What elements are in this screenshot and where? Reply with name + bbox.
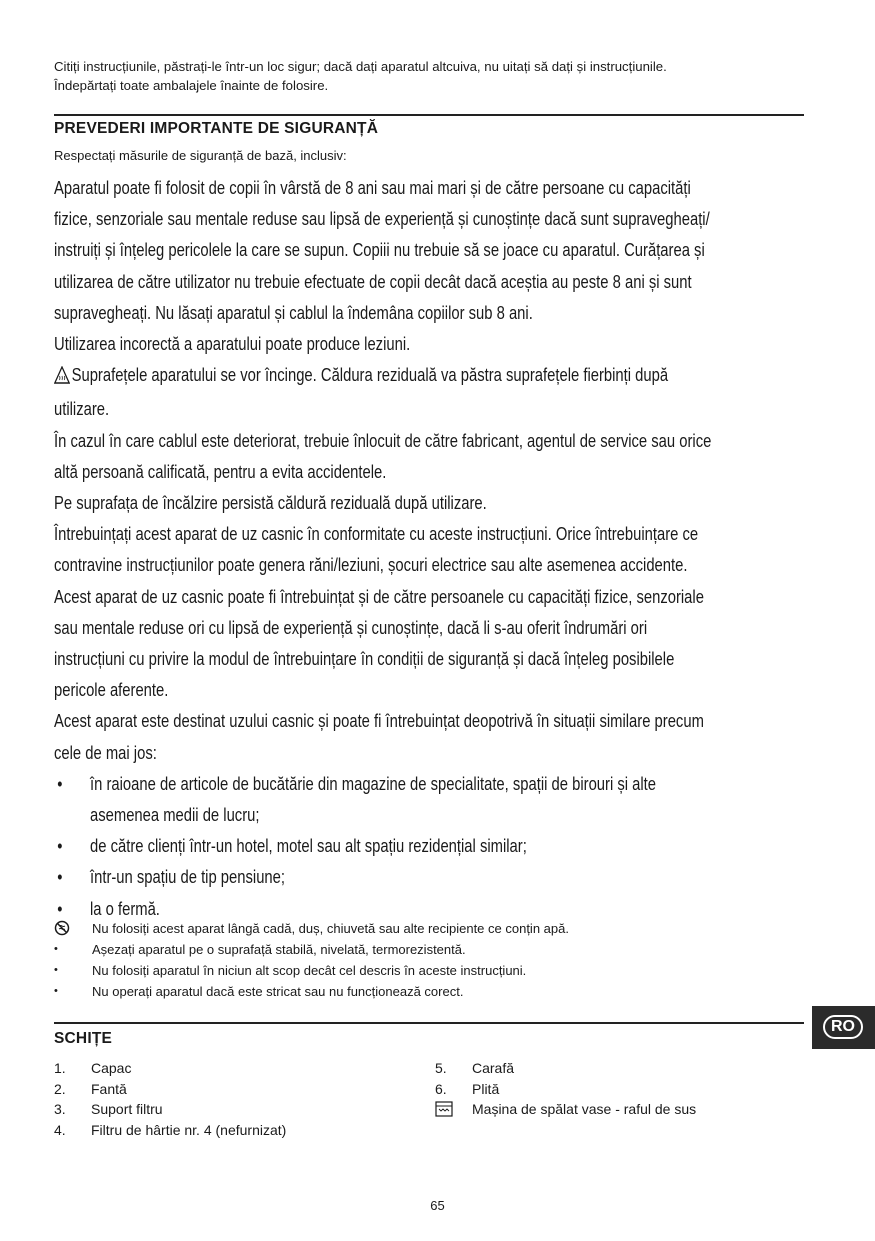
list-item-text: într-un spațiu de tip pensiune; — [90, 866, 285, 888]
bullet-mark: • — [54, 943, 58, 955]
body-line: În cazul în care cablul este deteriorat, trebuie înlocuit de către fabricant, agentul de service sau orice — [54, 429, 712, 451]
body-line: instrucțiuni cu privire la modul de întrebuințare în condiții de siguranță și dacă înțeleg posibilele — [54, 648, 675, 670]
body-line: pericole aferente. — [54, 679, 169, 701]
list-item — [435, 1099, 696, 1120]
body-line: Utilizarea incorectă a aparatului poate produce leziuni. — [54, 333, 411, 355]
item-label: Capac — [91, 1060, 132, 1076]
page-number: 65 — [430, 1198, 445, 1213]
list-item-text: de către clienți într-un hotel, motel sau alt spațiu rezidențial similar; — [90, 835, 527, 857]
list-item-text: la o fermă. — [90, 897, 160, 919]
bullet-mark: • — [54, 964, 58, 976]
list-item — [54, 1079, 286, 1100]
body-line: fizice, senzoriale sau mentale reduse sau lipsă de experiență și cunoștințe dacă sunt supravegheați/ — [54, 208, 710, 230]
item-number: 4. — [54, 1121, 66, 1138]
bullet-mark: • — [57, 866, 63, 888]
item-number: 2. — [54, 1080, 66, 1097]
body-line: Întrebuințați acest aparat de uz casnic în conformitate cu aceste instrucțiuni. Orice întrebuințare ce — [54, 523, 699, 545]
intro-line: Citiți instrucțiunile, păstrați-le într-un loc sigur; dacă dați aparatul altcuiva, nu uitați să dați și instrucțiunile. — [54, 59, 667, 74]
body-line: Acest aparat este destinat uzului casnic și poate fi întrebuințat deopotrivă în situații similare precum — [54, 710, 704, 732]
safety-subheading: Respectați măsurile de siguranță de bază, inclusiv: — [54, 148, 347, 163]
bullet-mark: • — [57, 835, 63, 857]
body-line: Pe suprafața de încălzire persistă căldură reziduală după utilizare. — [54, 492, 487, 514]
language-badge — [812, 1006, 875, 1049]
list-item-text: Nu folosiți aparatul în niciun alt scop decât cel descris în aceste instrucțiuni. — [92, 963, 527, 978]
body-line: cele de mai jos: — [54, 741, 157, 763]
list-item-text: Nu operați aparatul dacă este stricat sau nu funcționează corect. — [92, 984, 464, 999]
body-line: Aparatul poate fi folosit de copii în vârstă de 8 ani sau mai mari și de către persoane cu capacități — [54, 177, 691, 198]
body-line: altă persoană calificată, pentru a evita accidentele. — [54, 460, 387, 482]
list-item-text: în raioane de articole de bucătărie din magazine de specialitate, spații de birouri și alte — [90, 772, 657, 794]
list-item — [54, 1099, 286, 1120]
body-line: contravine instrucțiunilor poate genera răni/leziuni, șocuri electrice sau alte asemenea accidente. — [54, 554, 688, 576]
item-number: 1. — [54, 1060, 66, 1076]
body-line: supravegheați. Nu lăsați aparatul și cablul la îndemâna copiilor sub 8 ani. — [54, 301, 533, 323]
sketches-heading: SCHIȚE — [54, 1030, 113, 1047]
body-line: utilizarea de către utilizator nu trebuie efectuate de copii decât dacă aceștia au peste 8 ani și sunt — [54, 270, 692, 292]
item-label: Carafă — [472, 1060, 515, 1076]
safety-heading: PREVEDERI IMPORTANTE DE SIGURANȚĂ — [54, 120, 379, 137]
item-label: Mașina de spălat vase - raful de sus — [472, 1101, 697, 1117]
sketches-list-right — [435, 1058, 696, 1120]
list-item — [54, 981, 814, 1002]
body-line: instruiți și înțeleg pericolele la care se supun. Copiii nu trebuie să se joace cu aparatul. Curățarea și — [54, 239, 705, 261]
list-item — [435, 1079, 696, 1100]
list-item — [54, 768, 662, 799]
item-label: Fantă — [91, 1080, 127, 1097]
list-item — [54, 939, 814, 960]
body-line: utilizare. — [54, 398, 110, 420]
list-item — [54, 1058, 286, 1079]
list-item-continuation: asemenea medii de lucru; — [90, 804, 260, 826]
dishwasher-icon — [435, 1099, 453, 1123]
item-label: Plită — [472, 1080, 500, 1097]
hot-surface-text: Suprafețele aparatului se vor încinge. Căldura reziduală va păstra suprafețele fierbinți după — [71, 364, 669, 386]
list-item — [54, 1120, 286, 1141]
additional-warnings — [54, 918, 814, 1002]
item-number: 6. — [435, 1080, 447, 1097]
sketches-list-left — [54, 1058, 286, 1140]
safety-body — [54, 172, 712, 924]
section-divider — [54, 114, 804, 116]
intro-text — [54, 57, 814, 95]
bullet-mark: • — [54, 985, 58, 997]
hot-surface-warning-icon — [54, 362, 70, 393]
item-number: 3. — [54, 1101, 66, 1117]
no-water-text: Nu folosiți acest aparat lângă cadă, duș, chiuvetă sau alte recipiente ce conțin apă. — [92, 921, 569, 936]
hot-surface-line — [54, 359, 669, 393]
bullet-mark: • — [57, 897, 63, 919]
item-label: Filtru de hârtie nr. 4 (nefurnizat) — [91, 1121, 287, 1138]
list-item — [54, 960, 814, 981]
item-label: Suport filtru — [91, 1101, 163, 1117]
list-item-text: Așezați aparatul pe o suprafață stabilă, nivelată, termorezistentă. — [92, 942, 466, 957]
body-line: Acest aparat de uz casnic poate fi întrebuințat și de către persoanele cu capacități fizice, senzoriale — [54, 585, 704, 607]
intro-line: Îndepărtați toate ambalajele înainte de folosire. — [54, 78, 329, 93]
language-badge-label: RO — [823, 1015, 863, 1039]
item-number: 5. — [435, 1060, 447, 1076]
list-item — [435, 1058, 696, 1079]
list-item — [54, 861, 662, 892]
no-water-warning — [54, 918, 814, 939]
body-line: sau mentale reduse ori cu lipsă de experiență și cunoștințe, dacă li s-au oferit îndrumări ori — [54, 616, 648, 638]
list-item — [54, 830, 662, 861]
bullet-mark: • — [57, 772, 63, 794]
section-divider — [54, 1022, 804, 1024]
